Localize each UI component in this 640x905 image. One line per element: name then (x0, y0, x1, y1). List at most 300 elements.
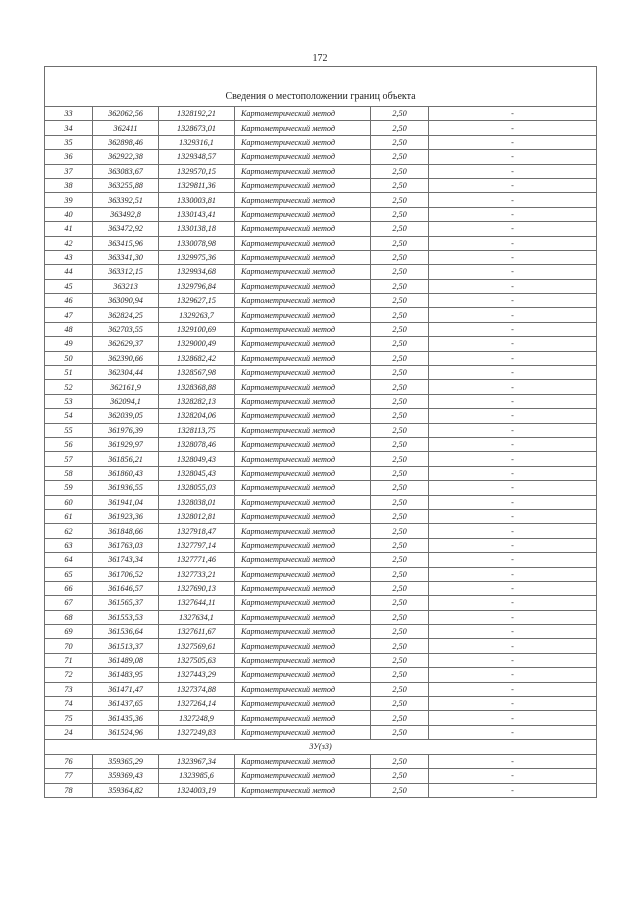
cell-accuracy: 2,50 (371, 783, 429, 797)
cell-coord-y: 1327797,14 (159, 538, 235, 552)
cell-coord-y: 1328673,01 (159, 121, 235, 135)
table-row (45, 437, 597, 451)
cell-coord-x: 361437,65 (93, 697, 159, 711)
cell-coord-y: 1330078,98 (159, 236, 235, 250)
cell-accuracy: 2,50 (371, 337, 429, 351)
cell-method: Картометрический метод (235, 250, 371, 264)
cell-note: - (429, 697, 597, 711)
cell-method: Картометрический метод (235, 351, 371, 365)
cell-accuracy: 2,50 (371, 366, 429, 380)
cell-method: Картометрический метод (235, 538, 371, 552)
cell-accuracy: 2,50 (371, 538, 429, 552)
cell-point-number: 48 (45, 322, 93, 336)
cell-note: - (429, 581, 597, 595)
cell-accuracy: 2,50 (371, 653, 429, 667)
cell-method: Картометрический метод (235, 394, 371, 408)
cell-coord-x: 361936,55 (93, 481, 159, 495)
cell-coord-x: 361706,52 (93, 567, 159, 581)
cell-coord-y: 1328567,98 (159, 366, 235, 380)
cell-accuracy: 2,50 (371, 466, 429, 480)
table-row (45, 207, 597, 221)
boundary-table (44, 66, 597, 798)
cell-method: Картометрический метод (235, 164, 371, 178)
cell-coord-x: 363090,94 (93, 294, 159, 308)
cell-accuracy: 2,50 (371, 596, 429, 610)
cell-note: - (429, 711, 597, 725)
table-title-row (45, 67, 597, 107)
table-row (45, 754, 597, 768)
cell-coord-x: 361976,39 (93, 423, 159, 437)
cell-method: Картометрический метод (235, 509, 371, 523)
cell-note: - (429, 337, 597, 351)
cell-point-number: 45 (45, 279, 93, 293)
cell-coord-y: 1328055,03 (159, 481, 235, 495)
cell-point-number: 66 (45, 581, 93, 595)
cell-note: - (429, 423, 597, 437)
cell-accuracy: 2,50 (371, 697, 429, 711)
cell-coord-y: 1329934,68 (159, 265, 235, 279)
table-row (45, 538, 597, 552)
table-row (45, 150, 597, 164)
cell-coord-x: 359365,29 (93, 754, 159, 768)
cell-coord-y: 1323985,6 (159, 769, 235, 783)
cell-note: - (429, 754, 597, 768)
cell-coord-x: 362304,44 (93, 366, 159, 380)
cell-point-number: 64 (45, 553, 93, 567)
cell-note: - (429, 610, 597, 624)
cell-coord-y: 1323967,34 (159, 754, 235, 768)
cell-coord-x: 361553,53 (93, 610, 159, 624)
cell-coord-x: 362922,38 (93, 150, 159, 164)
cell-note: - (429, 682, 597, 696)
table-row (45, 668, 597, 682)
cell-accuracy: 2,50 (371, 567, 429, 581)
cell-coord-y: 1327733,21 (159, 567, 235, 581)
cell-coord-y: 1327443,29 (159, 668, 235, 682)
cell-coord-x: 363213 (93, 279, 159, 293)
table-row (45, 625, 597, 639)
cell-method: Картометрический метод (235, 150, 371, 164)
cell-method: Картометрический метод (235, 639, 371, 653)
cell-note: - (429, 164, 597, 178)
table-row (45, 639, 597, 653)
cell-note: - (429, 437, 597, 451)
cell-method: Картометрический метод (235, 294, 371, 308)
cell-method: Картометрический метод (235, 682, 371, 696)
cell-coord-x: 361565,37 (93, 596, 159, 610)
cell-point-number: 58 (45, 466, 93, 480)
cell-coord-y: 1327264,14 (159, 697, 235, 711)
section-label: 3У(з3) (45, 740, 597, 755)
table-row (45, 265, 597, 279)
cell-note: - (429, 265, 597, 279)
cell-method: Картометрический метод (235, 697, 371, 711)
table-row (45, 697, 597, 711)
cell-accuracy: 2,50 (371, 668, 429, 682)
cell-note: - (429, 322, 597, 336)
cell-point-number: 41 (45, 222, 93, 236)
table-row (45, 769, 597, 783)
table-row (45, 135, 597, 149)
cell-method: Картометрический метод (235, 725, 371, 739)
cell-coord-y: 1330138,18 (159, 222, 235, 236)
table-row (45, 553, 597, 567)
cell-point-number: 78 (45, 783, 93, 797)
table-row (45, 481, 597, 495)
cell-method: Картометрический метод (235, 481, 371, 495)
cell-note: - (429, 394, 597, 408)
section-row (45, 740, 597, 755)
table-row (45, 409, 597, 423)
cell-note: - (429, 466, 597, 480)
cell-coord-y: 1327505,63 (159, 653, 235, 667)
cell-note: - (429, 236, 597, 250)
table-row (45, 178, 597, 192)
cell-point-number: 59 (45, 481, 93, 495)
cell-accuracy: 2,50 (371, 250, 429, 264)
cell-method: Картометрический метод (235, 236, 371, 250)
cell-point-number: 43 (45, 250, 93, 264)
cell-note: - (429, 524, 597, 538)
cell-point-number: 36 (45, 150, 93, 164)
cell-note: - (429, 222, 597, 236)
cell-note: - (429, 121, 597, 135)
cell-point-number: 39 (45, 193, 93, 207)
cell-coord-y: 1329000,49 (159, 337, 235, 351)
cell-coord-x: 361743,34 (93, 553, 159, 567)
cell-accuracy: 2,50 (371, 524, 429, 538)
table-row (45, 682, 597, 696)
cell-method: Картометрический метод (235, 409, 371, 423)
table-row (45, 236, 597, 250)
cell-coord-y: 1328368,88 (159, 380, 235, 394)
cell-note: - (429, 481, 597, 495)
cell-accuracy: 2,50 (371, 754, 429, 768)
cell-accuracy: 2,50 (371, 178, 429, 192)
cell-point-number: 61 (45, 509, 93, 523)
cell-accuracy: 2,50 (371, 193, 429, 207)
cell-coord-x: 362703,55 (93, 322, 159, 336)
cell-accuracy: 2,50 (371, 711, 429, 725)
cell-coord-x: 361536,64 (93, 625, 159, 639)
cell-coord-y: 1329348,57 (159, 150, 235, 164)
cell-method: Картометрический метод (235, 207, 371, 221)
cell-coord-y: 1327644,11 (159, 596, 235, 610)
cell-note: - (429, 596, 597, 610)
cell-point-number: 46 (45, 294, 93, 308)
cell-accuracy: 2,50 (371, 610, 429, 624)
cell-accuracy: 2,50 (371, 380, 429, 394)
cell-note: - (429, 351, 597, 365)
cell-point-number: 77 (45, 769, 93, 783)
cell-accuracy: 2,50 (371, 294, 429, 308)
cell-coord-x: 359369,43 (93, 769, 159, 783)
cell-coord-x: 363341,30 (93, 250, 159, 264)
cell-method: Картометрический метод (235, 711, 371, 725)
cell-coord-y: 1328282,13 (159, 394, 235, 408)
table-row (45, 250, 597, 264)
cell-method: Картометрический метод (235, 783, 371, 797)
cell-accuracy: 2,50 (371, 725, 429, 739)
cell-coord-y: 1329316,1 (159, 135, 235, 149)
cell-coord-y: 1329570,15 (159, 164, 235, 178)
cell-method: Картометрический метод (235, 322, 371, 336)
cell-coord-y: 1329627,15 (159, 294, 235, 308)
cell-coord-x: 363392,51 (93, 193, 159, 207)
cell-method: Картометрический метод (235, 754, 371, 768)
cell-coord-x: 362094,1 (93, 394, 159, 408)
cell-method: Картометрический метод (235, 121, 371, 135)
cell-coord-y: 1328049,43 (159, 452, 235, 466)
cell-accuracy: 2,50 (371, 164, 429, 178)
cell-point-number: 62 (45, 524, 93, 538)
cell-note: - (429, 495, 597, 509)
cell-coord-x: 362629,37 (93, 337, 159, 351)
cell-coord-y: 1328012,81 (159, 509, 235, 523)
cell-point-number: 68 (45, 610, 93, 624)
cell-coord-y: 1327249,83 (159, 725, 235, 739)
cell-note: - (429, 653, 597, 667)
cell-method: Картометрический метод (235, 380, 371, 394)
cell-coord-y: 1328045,43 (159, 466, 235, 480)
cell-point-number: 51 (45, 366, 93, 380)
cell-coord-x: 361848,66 (93, 524, 159, 538)
cell-method: Картометрический метод (235, 437, 371, 451)
cell-coord-x: 361524,96 (93, 725, 159, 739)
table-row (45, 466, 597, 480)
cell-note: - (429, 725, 597, 739)
cell-note: - (429, 783, 597, 797)
cell-coord-y: 1327611,67 (159, 625, 235, 639)
cell-point-number: 69 (45, 625, 93, 639)
cell-coord-x: 362161,9 (93, 380, 159, 394)
cell-point-number: 35 (45, 135, 93, 149)
table-row (45, 711, 597, 725)
cell-coord-x: 363083,67 (93, 164, 159, 178)
cell-point-number: 55 (45, 423, 93, 437)
cell-accuracy: 2,50 (371, 107, 429, 121)
table-row (45, 524, 597, 538)
cell-note: - (429, 308, 597, 322)
cell-coord-x: 363312,15 (93, 265, 159, 279)
cell-coord-y: 1327771,46 (159, 553, 235, 567)
table-row (45, 783, 597, 797)
cell-method: Картометрический метод (235, 769, 371, 783)
cell-coord-y: 1327374,88 (159, 682, 235, 696)
cell-method: Картометрический метод (235, 366, 371, 380)
cell-point-number: 40 (45, 207, 93, 221)
cell-point-number: 71 (45, 653, 93, 667)
cell-note: - (429, 135, 597, 149)
cell-point-number: 44 (45, 265, 93, 279)
cell-method: Картометрический метод (235, 308, 371, 322)
cell-coord-y: 1327248,9 (159, 711, 235, 725)
cell-point-number: 42 (45, 236, 93, 250)
table-row (45, 366, 597, 380)
cell-point-number: 63 (45, 538, 93, 552)
cell-coord-x: 363415,96 (93, 236, 159, 250)
cell-point-number: 65 (45, 567, 93, 581)
cell-note: - (429, 668, 597, 682)
cell-note: - (429, 553, 597, 567)
cell-note: - (429, 452, 597, 466)
cell-coord-y: 1329975,36 (159, 250, 235, 264)
cell-coord-y: 1328113,75 (159, 423, 235, 437)
cell-coord-y: 1328204,06 (159, 409, 235, 423)
cell-method: Картометрический метод (235, 653, 371, 667)
cell-note: - (429, 178, 597, 192)
table-row (45, 596, 597, 610)
cell-point-number: 52 (45, 380, 93, 394)
cell-accuracy: 2,50 (371, 207, 429, 221)
table-row (45, 351, 597, 365)
cell-coord-x: 362062,56 (93, 107, 159, 121)
cell-point-number: 56 (45, 437, 93, 451)
cell-point-number: 33 (45, 107, 93, 121)
cell-coord-x: 361471,47 (93, 682, 159, 696)
cell-note: - (429, 769, 597, 783)
cell-coord-x: 361856,21 (93, 452, 159, 466)
cell-method: Картометрический метод (235, 222, 371, 236)
cell-accuracy: 2,50 (371, 394, 429, 408)
cell-accuracy: 2,50 (371, 481, 429, 495)
cell-coord-x: 361489,08 (93, 653, 159, 667)
cell-coord-x: 362411 (93, 121, 159, 135)
cell-method: Картометрический метод (235, 466, 371, 480)
cell-coord-y: 1328038,01 (159, 495, 235, 509)
cell-coord-x: 361513,37 (93, 639, 159, 653)
cell-note: - (429, 366, 597, 380)
cell-coord-y: 1330143,41 (159, 207, 235, 221)
cell-accuracy: 2,50 (371, 553, 429, 567)
table-row (45, 308, 597, 322)
cell-method: Картометрический метод (235, 524, 371, 538)
table-row (45, 452, 597, 466)
cell-accuracy: 2,50 (371, 150, 429, 164)
cell-note: - (429, 294, 597, 308)
cell-coord-y: 1327569,61 (159, 639, 235, 653)
cell-method: Картометрический метод (235, 337, 371, 351)
cell-note: - (429, 509, 597, 523)
table-row (45, 495, 597, 509)
cell-point-number: 72 (45, 668, 93, 682)
table-row (45, 380, 597, 394)
cell-point-number: 60 (45, 495, 93, 509)
cell-method: Картометрический метод (235, 107, 371, 121)
cell-note: - (429, 250, 597, 264)
table-row (45, 581, 597, 595)
cell-accuracy: 2,50 (371, 625, 429, 639)
cell-accuracy: 2,50 (371, 423, 429, 437)
table-row (45, 653, 597, 667)
cell-coord-x: 361941,04 (93, 495, 159, 509)
cell-accuracy: 2,50 (371, 222, 429, 236)
cell-point-number: 73 (45, 682, 93, 696)
cell-coord-x: 361763,03 (93, 538, 159, 552)
cell-point-number: 38 (45, 178, 93, 192)
cell-point-number: 57 (45, 452, 93, 466)
cell-accuracy: 2,50 (371, 351, 429, 365)
cell-note: - (429, 193, 597, 207)
cell-coord-y: 1327690,13 (159, 581, 235, 595)
table-row (45, 725, 597, 739)
cell-coord-x: 363472,92 (93, 222, 159, 236)
page-number: 172 (312, 53, 328, 64)
cell-point-number: 50 (45, 351, 93, 365)
cell-coord-x: 363255,88 (93, 178, 159, 192)
cell-point-number: 49 (45, 337, 93, 351)
table-row (45, 193, 597, 207)
cell-accuracy: 2,50 (371, 437, 429, 451)
cell-method: Картометрический метод (235, 567, 371, 581)
table-row (45, 610, 597, 624)
cell-coord-x: 362039,05 (93, 409, 159, 423)
cell-coord-x: 361929,97 (93, 437, 159, 451)
cell-coord-x: 362898,46 (93, 135, 159, 149)
cell-coord-y: 1329811,36 (159, 178, 235, 192)
cell-note: - (429, 380, 597, 394)
cell-accuracy: 2,50 (371, 682, 429, 696)
cell-coord-x: 361435,36 (93, 711, 159, 725)
cell-method: Картометрический метод (235, 423, 371, 437)
cell-point-number: 70 (45, 639, 93, 653)
cell-coord-x: 361646,57 (93, 581, 159, 595)
cell-point-number: 47 (45, 308, 93, 322)
cell-point-number: 54 (45, 409, 93, 423)
cell-method: Картометрический метод (235, 625, 371, 639)
table-row (45, 164, 597, 178)
cell-accuracy: 2,50 (371, 322, 429, 336)
table-row (45, 509, 597, 523)
cell-coord-y: 1329796,84 (159, 279, 235, 293)
cell-note: - (429, 639, 597, 653)
cell-accuracy: 2,50 (371, 495, 429, 509)
cell-accuracy: 2,50 (371, 265, 429, 279)
cell-method: Картометрический метод (235, 193, 371, 207)
cell-coord-x: 361923,36 (93, 509, 159, 523)
cell-method: Картометрический метод (235, 279, 371, 293)
cell-note: - (429, 279, 597, 293)
cell-accuracy: 2,50 (371, 452, 429, 466)
cell-point-number: 34 (45, 121, 93, 135)
cell-coord-y: 1327918,47 (159, 524, 235, 538)
table-row (45, 279, 597, 293)
cell-accuracy: 2,50 (371, 308, 429, 322)
table-row (45, 337, 597, 351)
table-row (45, 394, 597, 408)
cell-coord-y: 1330003,81 (159, 193, 235, 207)
table-title: Сведения о местоположении границ объекта (45, 67, 597, 107)
cell-method: Картометрический метод (235, 135, 371, 149)
cell-accuracy: 2,50 (371, 135, 429, 149)
cell-point-number: 67 (45, 596, 93, 610)
cell-note: - (429, 625, 597, 639)
cell-note: - (429, 150, 597, 164)
table-row (45, 567, 597, 581)
cell-point-number: 53 (45, 394, 93, 408)
cell-method: Картометрический метод (235, 178, 371, 192)
cell-coord-y: 1328192,21 (159, 107, 235, 121)
table-row (45, 294, 597, 308)
cell-coord-x: 359364,82 (93, 783, 159, 797)
cell-method: Картометрический метод (235, 553, 371, 567)
cell-accuracy: 2,50 (371, 769, 429, 783)
cell-point-number: 37 (45, 164, 93, 178)
cell-method: Картометрический метод (235, 581, 371, 595)
cell-coord-y: 1329263,7 (159, 308, 235, 322)
cell-coord-x: 363492,8 (93, 207, 159, 221)
cell-accuracy: 2,50 (371, 581, 429, 595)
